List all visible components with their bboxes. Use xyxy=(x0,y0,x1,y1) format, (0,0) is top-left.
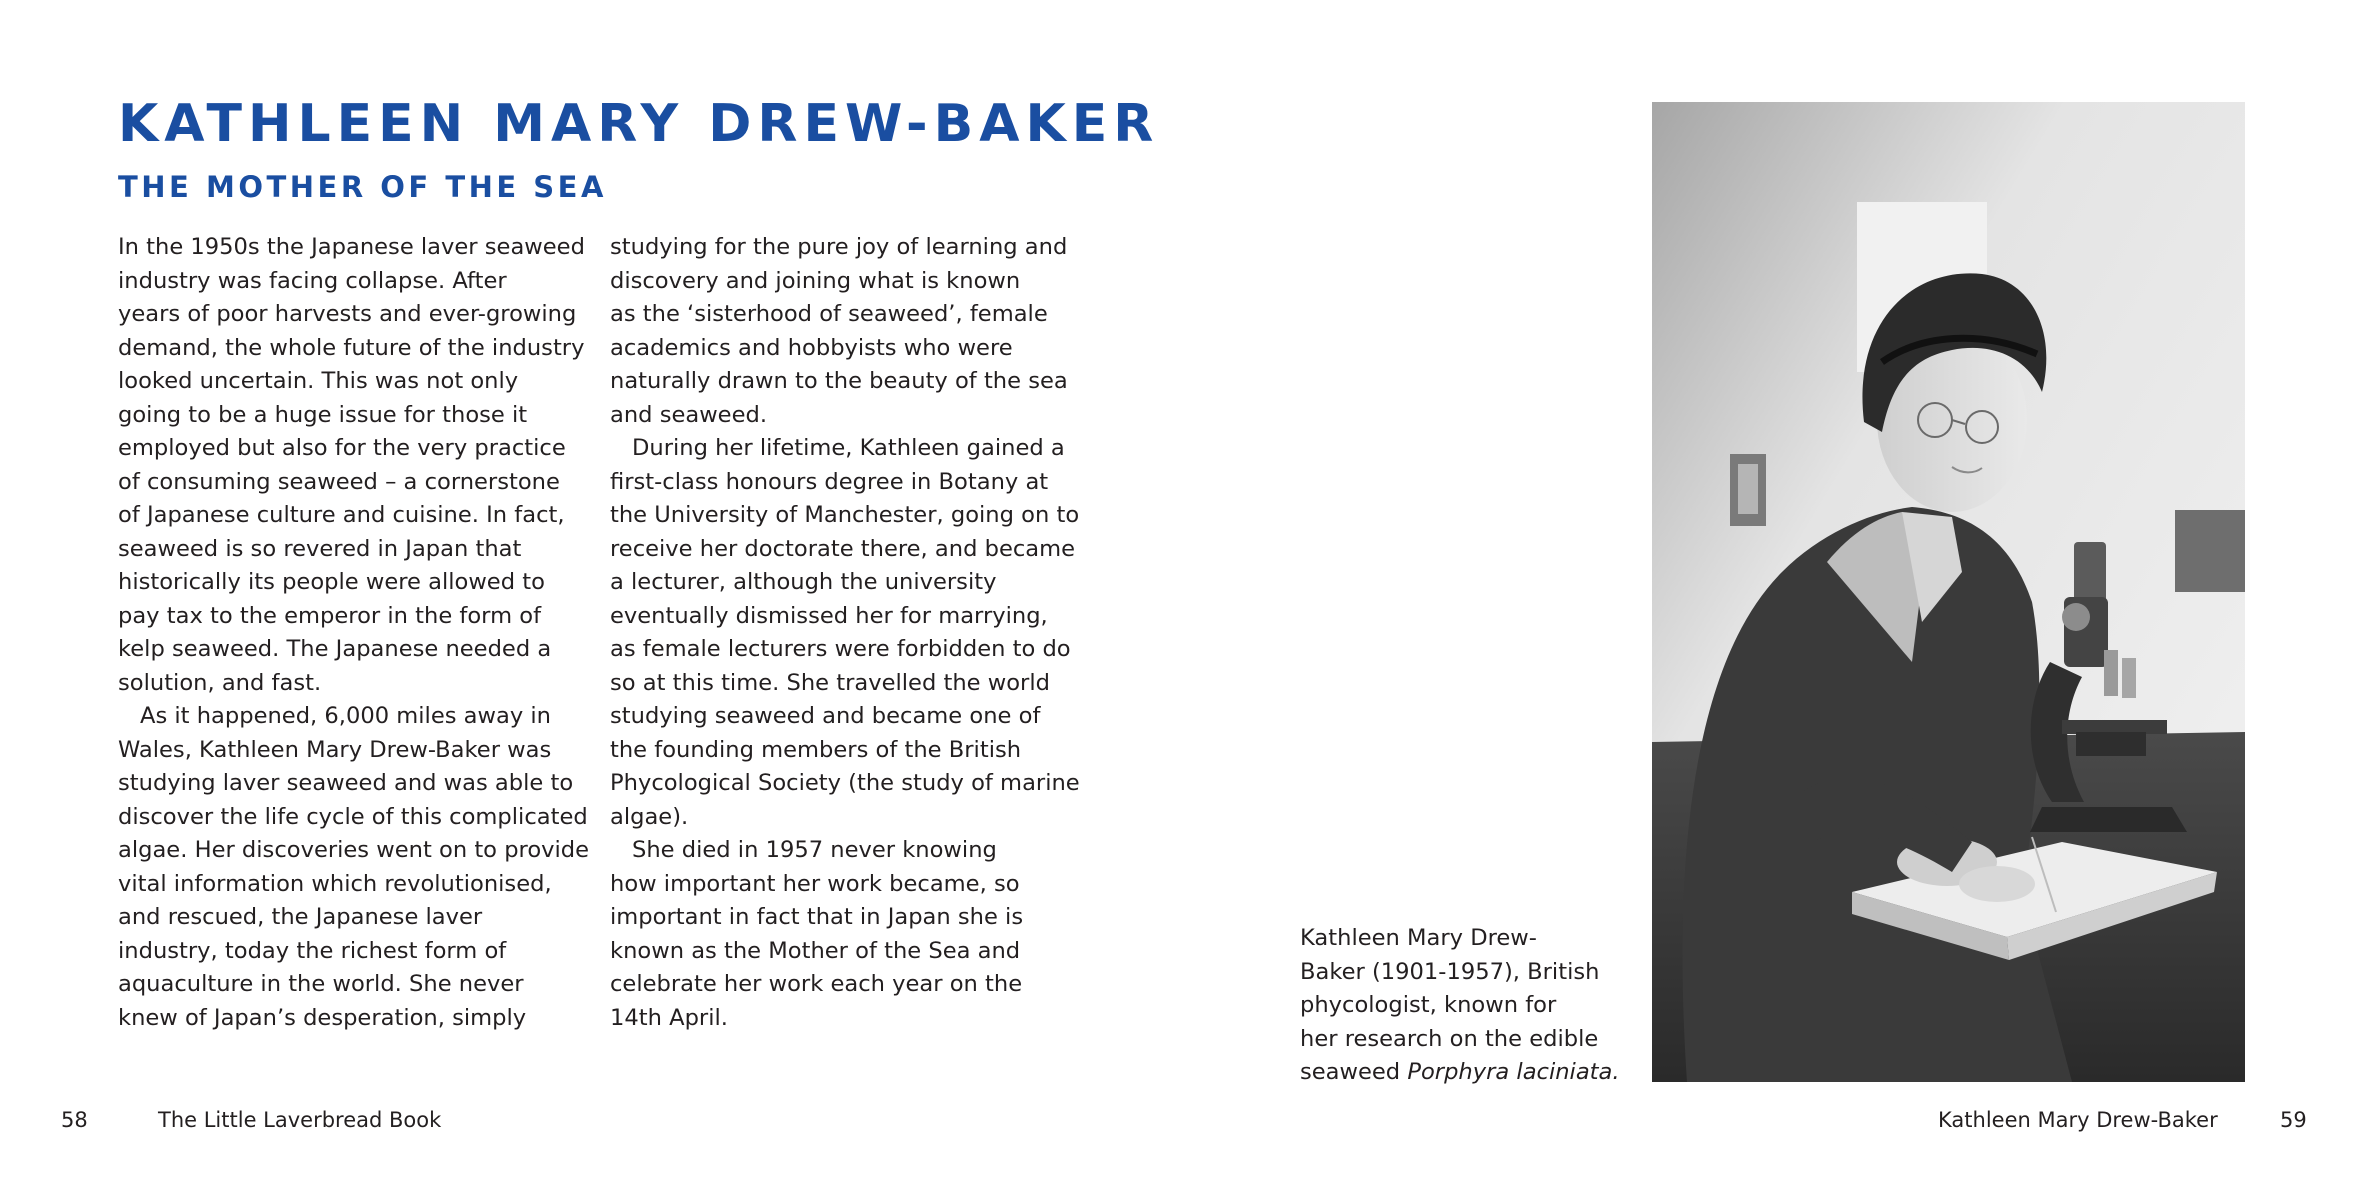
text-line: and seaweed. xyxy=(610,401,768,428)
caption-line: Kathleen Mary Drew- xyxy=(1300,925,1537,951)
text-line: and rescued, the Japanese laver xyxy=(118,904,483,930)
text-line: studying for the pure joy of learning and xyxy=(610,234,1068,260)
text-line: historically its people were allowed to xyxy=(118,569,545,595)
text-line: During her lifetime, Kathleen gained a xyxy=(632,435,1065,461)
text-line: solution, and fast. xyxy=(118,669,322,696)
text-line: going to be a huge issue for those it xyxy=(118,401,528,428)
text-line: known as the Mother of the Sea and xyxy=(610,937,1021,964)
text-line: as female lecturers were forbidden to do xyxy=(610,636,1071,662)
photo-caption xyxy=(1300,922,1630,1090)
text-line: vital information which revolutionised, xyxy=(118,870,552,897)
text-line: years of poor harvests and ever-growing xyxy=(118,301,577,327)
text-line: She died in 1957 never knowing xyxy=(632,837,997,863)
text-line: discover the life cycle of this complicated xyxy=(118,803,588,830)
text-line: a lecturer, although the university xyxy=(610,569,997,595)
text-line: how important her work became, so xyxy=(610,870,1020,897)
text-line: studying seaweed and became one of xyxy=(610,703,1041,729)
text-line: knew of Japan’s desperation, simply xyxy=(118,1004,527,1031)
text-line: the founding members of the British xyxy=(610,736,1022,763)
text-line: industry, today the richest form of xyxy=(118,937,507,964)
text-line: In the 1950s the Japanese laver seaweed xyxy=(118,234,585,260)
text-line: the University of Manchester, going on to xyxy=(610,502,1080,528)
body-column-left xyxy=(118,231,598,1035)
text-line: algae. Her discoveries went on to provide xyxy=(118,837,590,863)
text-line: of Japanese culture and cuisine. In fact, xyxy=(118,502,565,528)
text-line: As it happened, 6,000 miles away in xyxy=(140,703,552,729)
text-line: celebrate her work each year on the xyxy=(610,971,1023,997)
text-line: receive her doctorate there, and became xyxy=(610,535,1076,562)
caption-line: phycologist, known for xyxy=(1300,992,1557,1018)
text-line: industry was facing collapse. After xyxy=(118,267,507,294)
caption-text: seaweed xyxy=(1300,1059,1408,1085)
running-title: The Little Laverbread Book xyxy=(158,1108,442,1132)
text-line: seaweed is so revered in Japan that xyxy=(118,535,522,562)
text-line: eventually dismissed her for marrying, xyxy=(610,602,1048,629)
text-line: first-class honours degree in Botany at xyxy=(610,468,1049,495)
caption-line xyxy=(1300,1056,1630,1090)
page-number-left: 58 xyxy=(61,1108,88,1132)
text-line: naturally drawn to the beauty of the sea xyxy=(610,368,1068,394)
species-name: Porphyra laciniata. xyxy=(1407,1059,1620,1085)
text-line: as the ‘sisterhood of seaweed’, female xyxy=(610,301,1048,327)
text-line: algae). xyxy=(610,803,689,830)
running-chapter: Kathleen Mary Drew-Baker xyxy=(1938,1108,2218,1132)
text-line: pay tax to the emperor in the form of xyxy=(118,602,542,629)
page-subtitle: THE MOTHER OF THE SEA xyxy=(118,170,607,204)
text-line: important in fact that in Japan she is xyxy=(610,904,1024,930)
portrait-photo xyxy=(1652,102,2245,1082)
text-line: demand, the whole future of the industry xyxy=(118,334,585,361)
text-line: employed but also for the very practice xyxy=(118,435,566,461)
text-line: discovery and joining what is known xyxy=(610,267,1021,294)
body-column-right xyxy=(610,231,1090,1035)
page-number-right: 59 xyxy=(2280,1108,2307,1132)
text-line: kelp seaweed. The Japanese needed a xyxy=(118,636,552,662)
text-line: Phycological Society (the study of marine xyxy=(610,770,1080,796)
caption-line: Baker (1901-1957), British xyxy=(1300,958,1600,985)
text-line: so at this time. She travelled the world xyxy=(610,669,1050,696)
text-line: Wales, Kathleen Mary Drew-Baker was xyxy=(118,736,552,763)
text-line: looked uncertain. This was not only xyxy=(118,368,519,394)
text-line: studying laver seaweed and was able to xyxy=(118,770,574,796)
text-line: 14th April. xyxy=(610,1004,728,1031)
text-line: academics and hobbyists who were xyxy=(610,334,1013,361)
caption-line: her research on the edible xyxy=(1300,1025,1599,1052)
text-line: aquaculture in the world. She never xyxy=(118,971,524,997)
text-line: of consuming seaweed – a cornerstone xyxy=(118,468,560,495)
page-title: KATHLEEN MARY DREW-BAKER xyxy=(118,94,1160,154)
